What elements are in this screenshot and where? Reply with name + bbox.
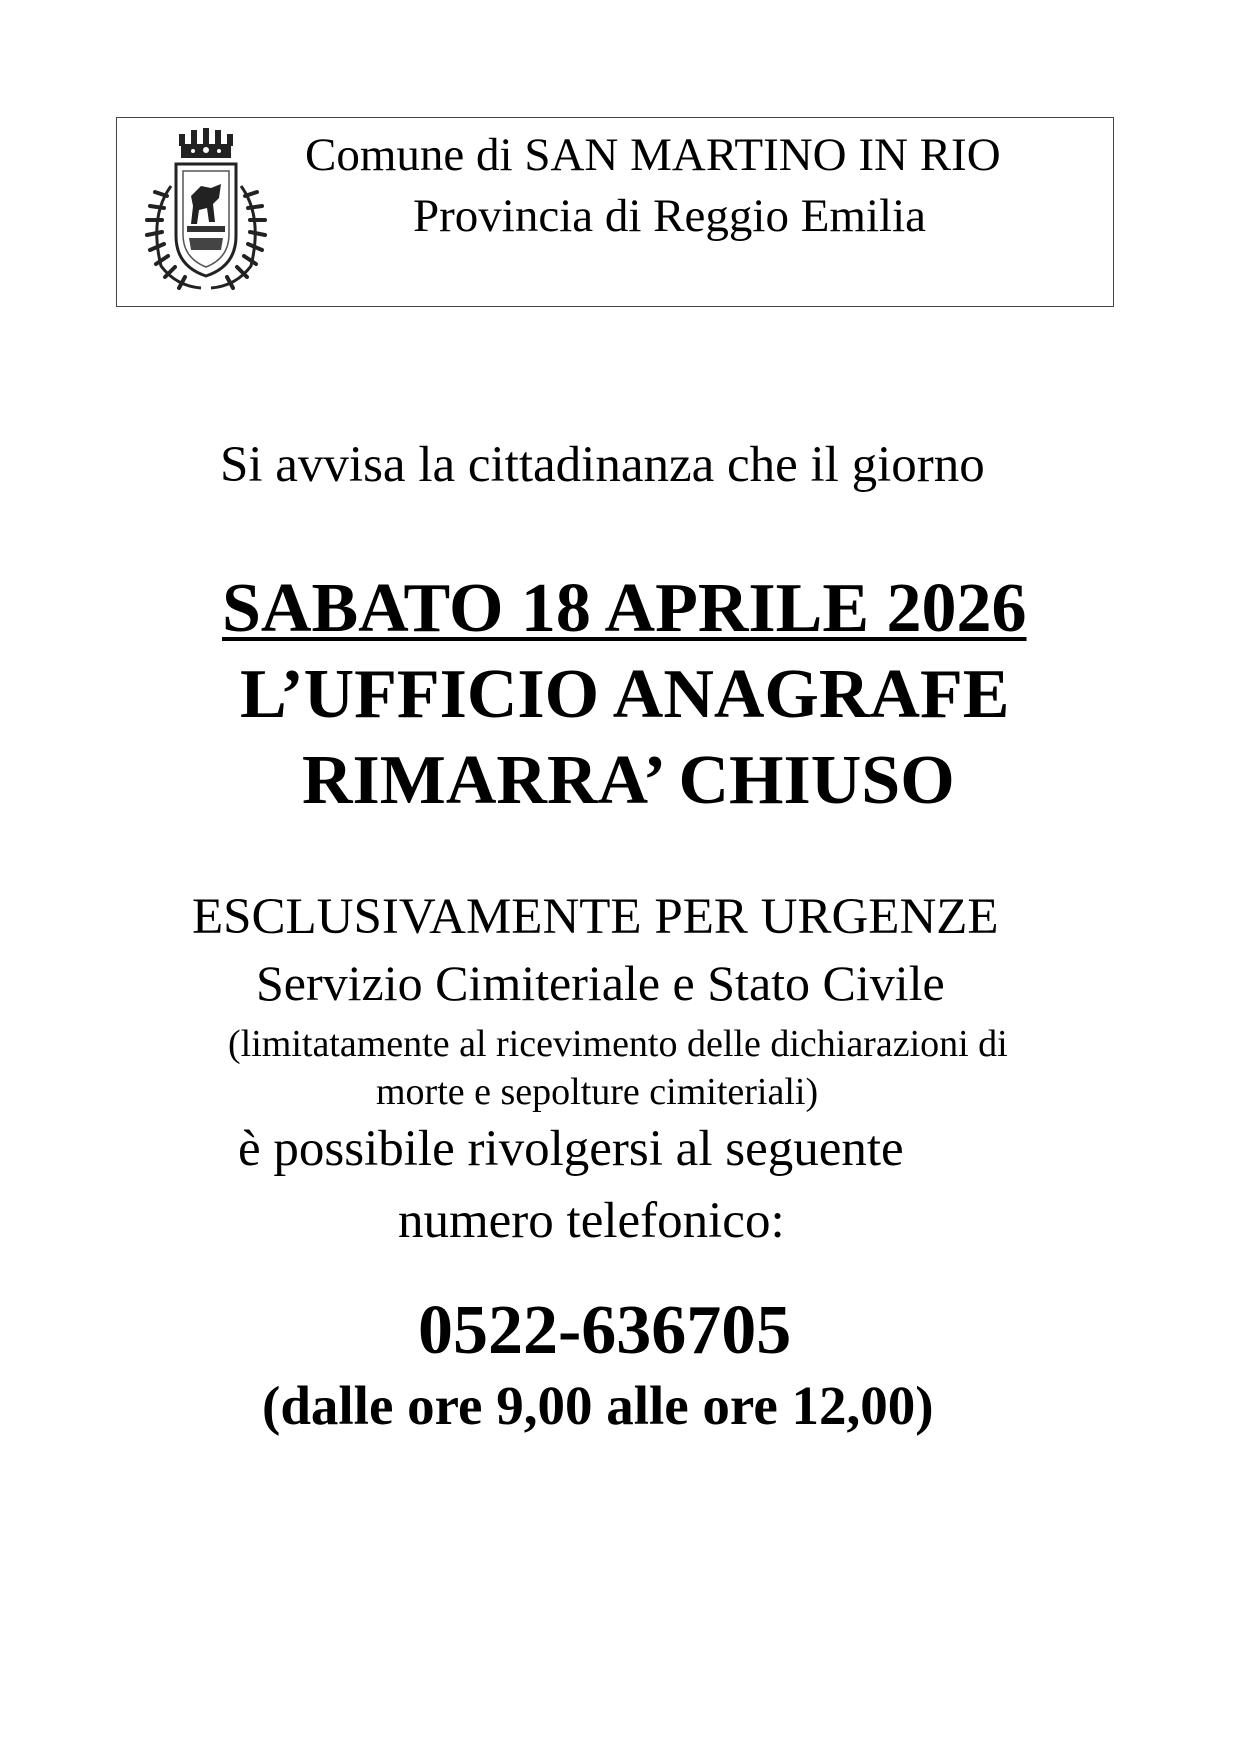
office-name: L’UFFICIO ANAGRAFE <box>240 656 1010 733</box>
contact-text-1: è possibile rivolgersi al seguente <box>238 1121 904 1177</box>
municipal-coat-of-arms-icon <box>131 126 281 298</box>
phone-number: 0522-636705 <box>418 1292 792 1369</box>
office-hours: (dalle ore 9,00 alle ore 12,00) <box>262 1375 934 1436</box>
contact-text-2: numero telefonico: <box>398 1193 785 1249</box>
service-name: Servizio Cimiteriale e Stato Civile <box>256 955 945 1011</box>
closure-status: RIMARRA’ CHIUSO <box>302 742 955 819</box>
intro-text: Si avvisa la cittadinanza che il giorno <box>220 437 985 493</box>
limitation-text-2: morte e sepolture cimiteriali) <box>376 1071 819 1113</box>
comune-name: Comune di SAN MARTINO IN RIO <box>305 129 1001 181</box>
closure-date: SABATO 18 APRILE 2026 <box>222 570 1027 647</box>
limitation-text-1: (limitatamente al ricevimento delle dichiarazioni di <box>228 1023 1008 1065</box>
provincia-name: Provincia di Reggio Emilia <box>413 190 927 242</box>
urgent-heading: ESCLUSIVAMENTE PER URGENZE <box>192 889 999 945</box>
header-box <box>116 117 1114 307</box>
